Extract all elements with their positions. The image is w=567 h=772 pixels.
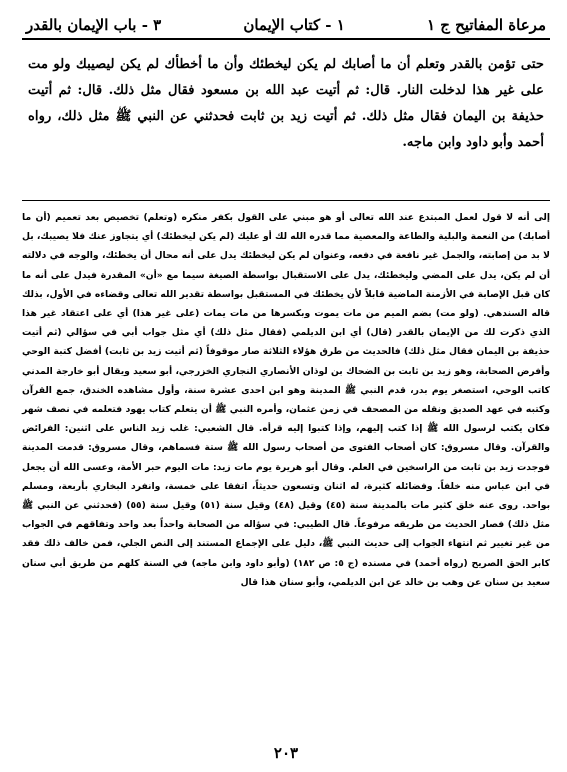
hadith-text <box>28 52 544 156</box>
hadith-paragraph: حتى تؤمن بالقدر وتعلم أن ما أصابك لم يكن ليخطئك وأن ما أخطأك لم يكن ليصيبك ولو مت على غير هذا لدخلت النار. قال: ثم أتيت عبد الله بن مسعود فقال مثل ذلك. قال: ثم أتيت حذيفة بن اليمان فقال مثل ذلك. ثم أتيت زيد بن ثابت فحدثني عن النبي ﷺ مثل ذلك، رواه أحمد وأبو داود وابن ماجه. <box>28 57 544 150</box>
page-number: ٢٠٣ <box>273 744 299 762</box>
header-book-title: مرعاة المفاتيح ج ١ <box>426 16 546 34</box>
commentary-block <box>22 208 550 592</box>
header-kitab: ١ - كتاب الإيمان <box>243 16 345 34</box>
running-header <box>22 12 550 40</box>
header-bab: ٣ - باب الإيمان بالقدر <box>26 16 162 34</box>
section-divider <box>22 200 550 201</box>
document-page <box>22 12 550 762</box>
commentary-paragraph: إلى أنه لا قول لعمل المبتدع عند الله تعالى أو هو مبني على القول بكفر منكره (وتعلم) تخصيص بعد تعميم (أن ما أصابك) من النعمة والبلية والطاعة والمعصية مما قدره الله لك أو عليك (لم يكن ليخطئك) أي يتجاوز عنك فلا يصيبك، بل لا بد من إصابته، والجمل غير نافعة في دفعه، وعنوان لم يكن ليخطئك يدل على أنه محال أن يخطئك، والوجه في دلالته أن لم يكن، يدل على المضي وليخطئك، يدل على الاستقبال بواسطة الصيغة سيما مع «أن» المقدرة فيدل على أنه ما كان قبل الإصابة في الأزمنة الماضية قابلاً لأن يخطئك في المستقبل بواسطة تقدير الله تعالى وقضاءه في الأول، بذلك قاله السندهي. (ولو مت) بضم الميم من مات يموت وبكسرها من مات يمات (على غير هذا) أي على اعتقاد غير هذا الذي ذكرت لك من الإيمان بالقدر (قال) أي ابن الديلمي (فقال مثل ذلك) أي مثل جواب أبي في سؤالي (ثم أتيت حذيفة بن اليمان فقال مثل ذلك) فالحديث من طرق هؤلاء الثلاثة صار موقوفاً (ثم أتيت زيد بن ثابت) أفضل كتبة الوحي وأفرض الصحابة، وهو زيد بن ثابت بن الضحاك بن لوذان الأنصاري النجاري الخزرجي، أبو سعيد ويقال أبو خارجة المدني كاتب الوحي، استصغر يوم بدر، قدم النبي ﷺ المدينة وهو ابن احدى عشرة سنة، وأول مشاهده الخندق، جمع القرآن وكتبه في عهد الصديق ونقله من المصحف في زمن عثمان، وأمره النبي ﷺ أن يتعلم كتاب يهود فتعلمه في نصف شهر فكان يكتب لرسول الله ﷺ إذا كتب إليهم، وإذا كتبوا إليه قرأه. قال الشعبي: غلب زيد الناس على اثنين: الفرائض والقرآن. وقال مسروق: كان أصحاب الفتوى من أصحاب رسول الله ﷺ ستة فسماهم، وقال مسروق: قدمت المدينة فوجدت زيد بن ثابت من الراسخين في العلم. وقال أبو هريرة يوم مات زيد: مات اليوم حبر الأمة، وعسى الله أن يجعل في ابن عباس منه خلفاً. وفضائله كثيرة، له اثنان وتسعون حديثاً، اتفقا على خمسة، وانفرد البخاري بأربعة، ومسلم بواحد. روى عنه خلق كثير مات بالمدينة سنة (٤٥) وقيل (٤٨) وقيل سنة (٥١) وقيل سنة (٥٥) (فحدثني عن النبي ﷺ مثل ذلك) فصار الحديث من طريقه مرفوعاً. قال الطيبي: في سؤاله من الصحابة واحداً بعد واحد وتفاقهم في الجواب من غير تغيير ثم انتهاء الجواب إلى حديث النبي ﷺ، دليل على الإجماع المستند إلى النص الجلي، فمن خالف ذلك فقد كابر الحق الصريح (رواه أحمد) في مسنده (ج ٥: ص ١٨٢) (وأبو داود وابن ماجه) في السنة كلهم من طريق أبي سنان سعيد بن سنان عن وهب بن خالد عن ابن الديلمي، وأبو سنان هذا قال <box>22 212 551 588</box>
